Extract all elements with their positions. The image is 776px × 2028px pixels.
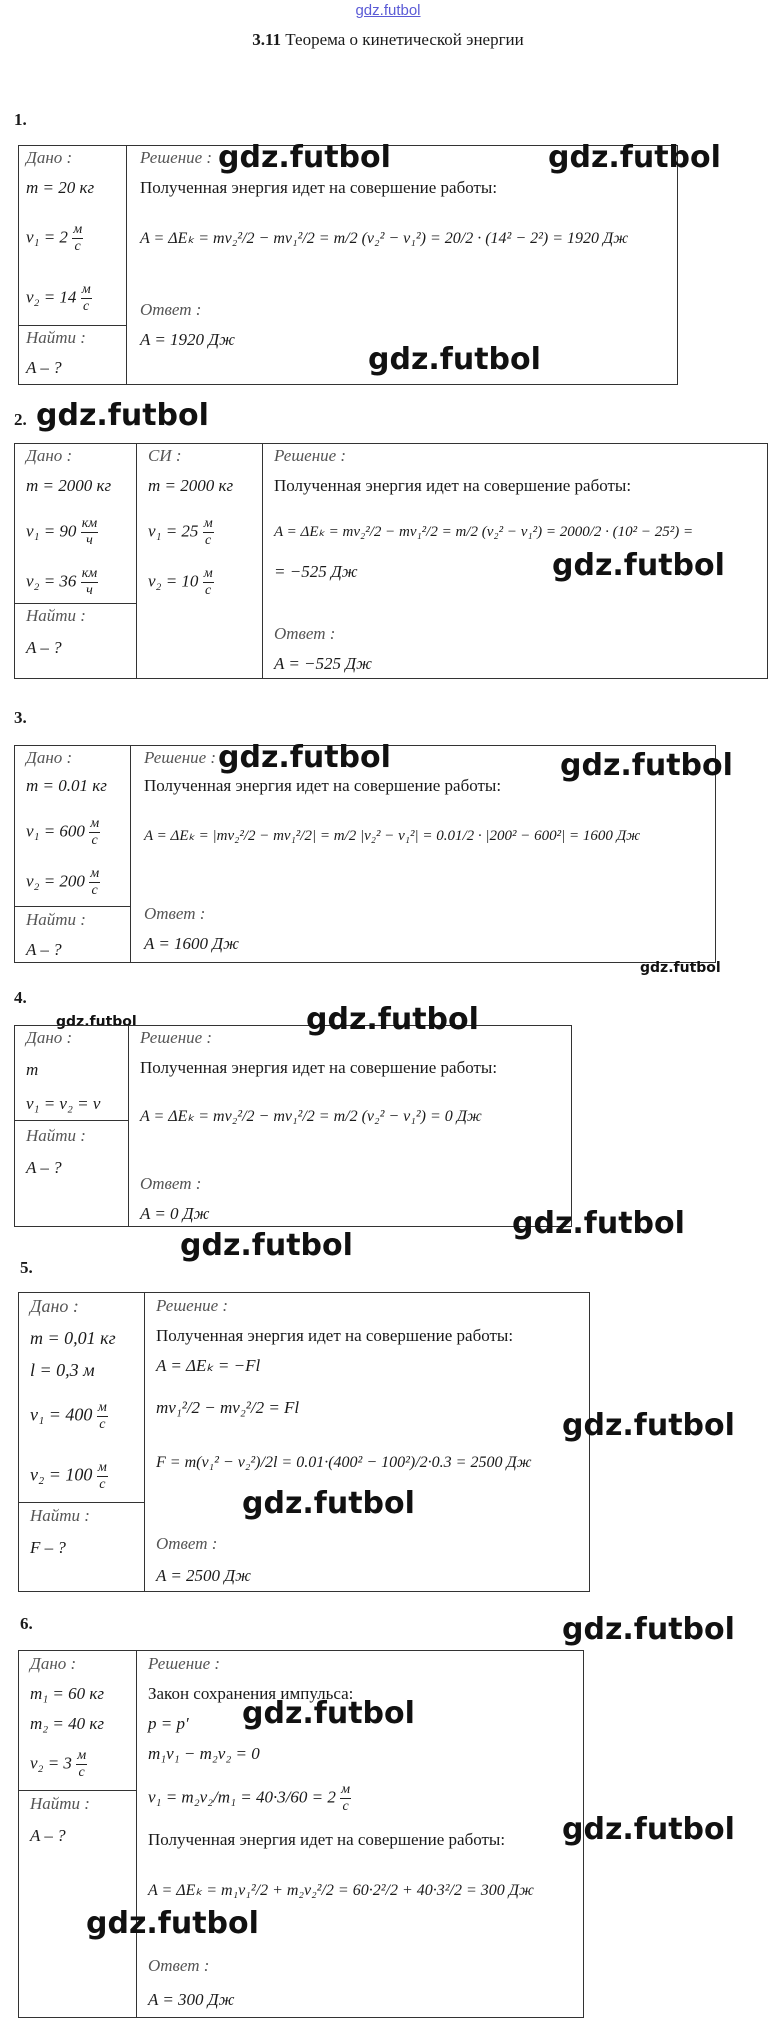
formula-v1: v₁ = m₂v₂/m₁ = 40·3/60 = 2 $\frac{м}{с}$ xyxy=(148,1782,351,1814)
given-v1: v₁ = 400 $\frac{м}{с}$ xyxy=(30,1400,107,1432)
problem-number: 3. xyxy=(14,708,27,727)
watermark: gdz.futbol xyxy=(512,1206,685,1241)
section-number: 3.11 xyxy=(252,30,282,49)
si-label: СИ : xyxy=(148,446,182,465)
solution-formula: A = ΔEₖ = mv₂²/2 − mv₁²/2 = m/2 (v₂² − v₁²) = 0 Дж xyxy=(140,1108,482,1125)
solution-text: Полученная энергия идет на совершение работы: xyxy=(144,776,502,795)
given-v2: v₂ = 14 $\frac{м}{с}$ xyxy=(26,282,91,314)
solution-text: Полученная энергия идет на совершение работы: xyxy=(140,178,498,197)
given-label: Дано : xyxy=(26,748,73,767)
find-label: Найти : xyxy=(30,1794,90,1813)
given-v1: v₁ = 90 $\frac{км}{ч}$ xyxy=(26,516,98,548)
given-label: Дано : xyxy=(26,1028,73,1047)
problem-number: 1. xyxy=(14,110,27,129)
given-mass2: m₂ = 40 кг xyxy=(30,1714,104,1733)
answer-value: A = 1920 Дж xyxy=(140,330,235,349)
given-v2: v₂ = 200 $\frac{м}{с}$ xyxy=(26,866,100,898)
find-value: A – ? xyxy=(26,1158,62,1177)
watermark: gdz.futbol xyxy=(36,398,209,433)
answer-value: A = 1600 Дж xyxy=(144,934,239,953)
watermark: gdz.futbol xyxy=(242,1486,415,1521)
watermark: gdz.futbol xyxy=(86,1906,259,1941)
problem-number: 6. xyxy=(20,1614,33,1633)
formula-momentum-eq: m₁v₁ − m₂v₂ = 0 xyxy=(148,1744,260,1763)
watermark: gdz.futbol xyxy=(548,140,721,175)
given-mass: m = 0,01 кг xyxy=(30,1328,116,1348)
given-label: Дано : xyxy=(26,446,73,465)
si-v2: v₂ = 10 $\frac{м}{с}$ xyxy=(148,566,213,598)
given-v1: v₁ = 2 $\frac{м}{с}$ xyxy=(26,222,83,254)
problem-4-box xyxy=(14,1025,572,1227)
solution-label: Решение : xyxy=(274,446,347,465)
solution-formula: A = ΔEₖ = mv₂²/2 − mv₁²/2 = m/2 (v₂² − v₁²) = 20/2 · (14² − 2²) = 1920 Дж xyxy=(140,230,629,247)
given-mass: m = 20 кг xyxy=(26,178,95,197)
section-title xyxy=(0,30,776,50)
answer-label: Ответ : xyxy=(156,1534,218,1553)
given-velocity: v₁ = v₂ = v xyxy=(26,1094,101,1113)
watermark: gdz.futbol xyxy=(242,1696,415,1731)
given-mass: m = 2000 кг xyxy=(26,476,112,495)
find-value: F – ? xyxy=(30,1538,66,1557)
watermark: gdz.futbol xyxy=(218,740,391,775)
law-text: Закон сохранения импульса: xyxy=(148,1684,354,1703)
solution-formula-b: mv₁²/2 − mv₂²/2 = Fl xyxy=(156,1398,300,1417)
watermark: gdz.futbol xyxy=(552,548,725,583)
solution-label: Решение : xyxy=(144,748,217,767)
solution-formula-c: F = m(v₁² − v₂²)/2l = 0.01·(400² − 100²)/2·0.3 = 2500 Дж xyxy=(156,1454,532,1471)
watermark: gdz.futbol xyxy=(560,748,733,783)
given-v1: v₁ = 600 $\frac{м}{с}$ xyxy=(26,816,100,848)
watermark: gdz.futbol xyxy=(640,960,721,976)
given-label: Дано : xyxy=(26,148,73,167)
find-value: A – ? xyxy=(26,638,62,657)
problem-number: 4. xyxy=(14,988,27,1007)
find-label: Найти : xyxy=(30,1506,90,1525)
solution-text: Полученная энергия идет на совершение работы: xyxy=(148,1830,506,1849)
watermark: gdz.futbol xyxy=(562,1812,735,1847)
find-label: Найти : xyxy=(26,606,86,625)
given-mass: m = 0.01 кг xyxy=(26,776,107,795)
watermark: gdz.futbol xyxy=(180,1228,353,1263)
find-label: Найти : xyxy=(26,910,86,929)
solution-label: Решение : xyxy=(140,148,213,167)
si-mass: m = 2000 кг xyxy=(148,476,234,495)
given-v2: v₂ = 100 $\frac{м}{с}$ xyxy=(30,1460,107,1492)
find-value: A – ? xyxy=(30,1826,66,1845)
problem-number: 2. xyxy=(14,410,27,429)
find-value: A – ? xyxy=(26,358,62,377)
solution-text: Полученная энергия идет на совершение работы: xyxy=(156,1326,514,1345)
solution-formula: A = ΔEₖ = mv₂²/2 − mv₁²/2 = m/2 (v₂² − v₁²) = 2000/2 · (10² − 25²) = xyxy=(274,524,694,540)
watermark: gdz.futbol xyxy=(56,1014,137,1030)
answer-label: Ответ : xyxy=(144,904,206,923)
si-v1: v₁ = 25 $\frac{м}{с}$ xyxy=(148,516,213,548)
solution-label: Решение : xyxy=(140,1028,213,1047)
site-header-link[interactable]: gdz.futbol xyxy=(355,2,421,19)
watermark: gdz.futbol xyxy=(562,1612,735,1647)
answer-label: Ответ : xyxy=(274,624,336,643)
find-label: Найти : xyxy=(26,328,86,347)
given-mass: m xyxy=(26,1060,39,1079)
watermark: gdz.futbol xyxy=(218,140,391,175)
solution-text: Полученная энергия идет на совершение работы: xyxy=(274,476,632,495)
section-title-text: Теорема о кинетической энергии xyxy=(285,30,524,49)
solution-label: Решение : xyxy=(156,1296,229,1315)
answer-label: Ответ : xyxy=(140,300,202,319)
answer-label: Ответ : xyxy=(148,1956,210,1975)
problem-number: 5. xyxy=(20,1258,33,1277)
given-v2: v₂ = 36 $\frac{км}{ч}$ xyxy=(26,566,98,598)
solution-formula: A = ΔEₖ = |mv₂²/2 − mv₁²/2| = m/2 |v₂² − v₁²| = 0.01/2 · |200² − 600²| = 1600 Дж xyxy=(144,828,641,844)
answer-value: A = 300 Дж xyxy=(148,1990,235,2009)
solution-formula-a: A = ΔEₖ = −Fl xyxy=(156,1356,261,1375)
watermark: gdz.futbol xyxy=(562,1408,735,1443)
given-label: Дано : xyxy=(30,1654,77,1673)
watermark: gdz.futbol xyxy=(368,342,541,377)
find-label: Найти : xyxy=(26,1126,86,1145)
answer-value: A = 0 Дж xyxy=(140,1204,210,1223)
watermark: gdz.futbol xyxy=(306,1002,479,1037)
solution-formula: A = ΔEₖ = m₁v₁²/2 + m₂v₂²/2 = 60·2²/2 + 40·3²/2 = 300 Дж xyxy=(148,1882,534,1899)
answer-label: Ответ : xyxy=(140,1174,202,1193)
formula-momentum: p = p′ xyxy=(148,1714,189,1733)
given-mass1: m₁ = 60 кг xyxy=(30,1684,104,1703)
given-label: Дано : xyxy=(30,1296,79,1316)
answer-value: A = −525 Дж xyxy=(274,654,372,673)
find-value: A – ? xyxy=(26,940,62,959)
solution-label: Решение : xyxy=(148,1654,221,1673)
answer-value: A = 2500 Дж xyxy=(156,1566,251,1585)
given-v2: v₂ = 3 $\frac{м}{с}$ xyxy=(30,1748,87,1780)
given-length: l = 0,3 м xyxy=(30,1360,95,1380)
solution-formula-cont: = −525 Дж xyxy=(274,562,358,581)
solution-text: Полученная энергия идет на совершение работы: xyxy=(140,1058,498,1077)
